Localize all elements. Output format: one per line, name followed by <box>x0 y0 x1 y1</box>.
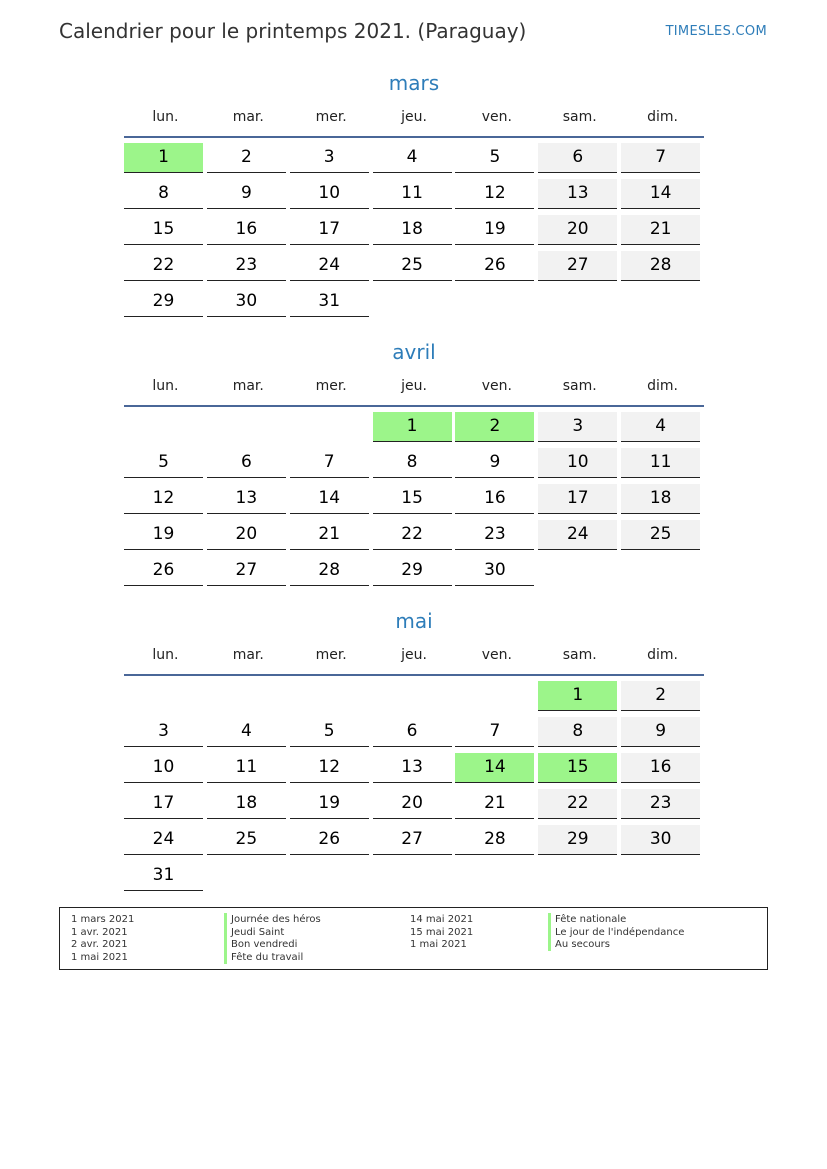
week-row <box>124 681 704 717</box>
weekday-label: mar. <box>232 378 264 394</box>
week-row <box>124 789 704 825</box>
day-cell: 16 <box>455 484 538 520</box>
weekday-label: mar. <box>232 647 264 663</box>
day-cell: 19 <box>290 789 373 825</box>
day-cell: 25 <box>373 251 456 287</box>
week-row <box>124 143 704 179</box>
day-cell: 5 <box>455 143 538 179</box>
week-row <box>124 861 704 897</box>
weekday-label: lun. <box>152 378 179 394</box>
day-cell: 22 <box>538 789 621 825</box>
day-cell: 23 <box>621 789 704 825</box>
day-cell: 28 <box>290 556 373 592</box>
day-cell: 20 <box>207 520 290 556</box>
empty-cell <box>124 681 207 717</box>
empty-cell <box>373 287 456 323</box>
empty-cell <box>373 681 456 717</box>
day-cell: 24 <box>124 825 207 861</box>
weekday-label: mer. <box>315 109 347 125</box>
day-cell: 26 <box>290 825 373 861</box>
day-cell: 27 <box>207 556 290 592</box>
day-cell: 29 <box>373 556 456 592</box>
day-cell: 4 <box>207 717 290 753</box>
week-row <box>124 717 704 753</box>
weekday-label: ven. <box>481 109 512 125</box>
day-cell: 19 <box>455 215 538 251</box>
day-cell: 17 <box>290 215 373 251</box>
holiday-day-cell: 2 <box>455 412 538 448</box>
legend-holiday-name: Jeudi Saint <box>224 926 284 939</box>
weekday-label: dim. <box>647 647 679 663</box>
day-cell: 11 <box>207 753 290 789</box>
day-cell: 12 <box>290 753 373 789</box>
day-cell: 7 <box>621 143 704 179</box>
empty-cell <box>538 287 621 323</box>
week-row <box>124 484 704 520</box>
weekday-label: sam. <box>562 109 597 125</box>
week-row <box>124 448 704 484</box>
day-cell: 27 <box>538 251 621 287</box>
day-cell: 23 <box>455 520 538 556</box>
weekday-label: mar. <box>232 109 264 125</box>
weekday-header <box>124 644 704 676</box>
day-cell: 2 <box>621 681 704 717</box>
week-row <box>124 251 704 287</box>
empty-cell <box>207 412 290 448</box>
day-cell: 10 <box>124 753 207 789</box>
empty-cell <box>124 412 207 448</box>
holiday-day-cell: 1 <box>538 681 621 717</box>
weekday-label: sam. <box>562 378 597 394</box>
day-cell: 31 <box>124 861 207 897</box>
day-cell: 5 <box>290 717 373 753</box>
week-row <box>124 556 704 592</box>
day-cell: 18 <box>621 484 704 520</box>
weekday-label: jeu. <box>401 647 427 663</box>
week-row <box>124 179 704 215</box>
day-cell: 12 <box>124 484 207 520</box>
legend-holiday-name: Bon vendredi <box>224 938 297 951</box>
empty-cell <box>621 287 704 323</box>
day-cell: 13 <box>373 753 456 789</box>
day-cell: 2 <box>207 143 290 179</box>
day-cell: 27 <box>373 825 456 861</box>
weekday-label: ven. <box>481 647 512 663</box>
legend-date: 1 mars 2021 <box>71 914 135 925</box>
holiday-legend <box>59 907 768 970</box>
weekday-header <box>124 375 704 407</box>
day-cell: 12 <box>455 179 538 215</box>
day-cell: 20 <box>373 789 456 825</box>
day-cell: 22 <box>124 251 207 287</box>
day-cell: 10 <box>290 179 373 215</box>
week-row <box>124 753 704 789</box>
day-cell: 19 <box>124 520 207 556</box>
empty-cell <box>455 287 538 323</box>
day-cell: 5 <box>124 448 207 484</box>
month-avril <box>124 337 704 592</box>
day-cell: 13 <box>538 179 621 215</box>
day-cell: 30 <box>621 825 704 861</box>
week-row <box>124 520 704 556</box>
day-cell: 21 <box>455 789 538 825</box>
day-cell: 26 <box>455 251 538 287</box>
day-cell: 4 <box>621 412 704 448</box>
week-row <box>124 412 704 448</box>
legend-date: 15 mai 2021 <box>410 926 474 938</box>
day-cell: 9 <box>207 179 290 215</box>
empty-cell <box>455 681 538 717</box>
day-cell: 16 <box>207 215 290 251</box>
weekday-label: mer. <box>315 647 347 663</box>
empty-cell <box>455 861 538 897</box>
legend-holiday-name: Journée des héros <box>224 913 321 926</box>
weekday-label: dim. <box>647 378 679 394</box>
day-cell: 15 <box>373 484 456 520</box>
day-cell: 30 <box>207 287 290 323</box>
month-mars <box>124 68 704 323</box>
day-cell: 22 <box>373 520 456 556</box>
legend-holiday-name: Le jour de l'indépendance <box>548 926 684 939</box>
day-cell: 6 <box>373 717 456 753</box>
day-cell: 24 <box>538 520 621 556</box>
holiday-day-cell: 14 <box>455 753 538 789</box>
empty-cell <box>538 556 621 592</box>
legend-holiday-name: Fête du travail <box>224 951 303 964</box>
empty-cell <box>290 412 373 448</box>
day-cell: 15 <box>124 215 207 251</box>
day-cell: 25 <box>621 520 704 556</box>
day-cell: 6 <box>538 143 621 179</box>
empty-cell <box>290 861 373 897</box>
day-cell: 4 <box>373 143 456 179</box>
day-cell: 11 <box>373 179 456 215</box>
day-cell: 24 <box>290 251 373 287</box>
day-cell: 8 <box>373 448 456 484</box>
day-cell: 30 <box>455 556 538 592</box>
day-cell: 28 <box>455 825 538 861</box>
day-cell: 17 <box>538 484 621 520</box>
day-cell: 3 <box>124 717 207 753</box>
legend-date: 1 avr. 2021 <box>71 926 128 938</box>
week-row <box>124 215 704 251</box>
legend-holiday-name: Fête nationale <box>548 913 626 926</box>
weekday-header <box>124 106 704 138</box>
day-cell: 26 <box>124 556 207 592</box>
holiday-day-cell: 1 <box>124 143 207 179</box>
day-cell: 14 <box>621 179 704 215</box>
day-cell: 23 <box>207 251 290 287</box>
weekday-label: lun. <box>152 109 179 125</box>
empty-cell <box>207 681 290 717</box>
legend-date: 14 mai 2021 <box>410 914 474 925</box>
weekday-label: jeu. <box>401 378 427 394</box>
day-cell: 7 <box>455 717 538 753</box>
day-cell: 29 <box>538 825 621 861</box>
weekday-label: lun. <box>152 647 179 663</box>
month-name: mai <box>395 609 433 633</box>
day-cell: 16 <box>621 753 704 789</box>
legend-holiday-name: Au secours <box>548 938 610 951</box>
legend-date: 2 avr. 2021 <box>71 939 128 951</box>
day-cell: 11 <box>621 448 704 484</box>
holiday-day-cell: 1 <box>373 412 456 448</box>
week-row <box>124 287 704 323</box>
day-cell: 31 <box>290 287 373 323</box>
weekday-label: dim. <box>647 109 679 125</box>
month-mai <box>124 606 704 897</box>
day-cell: 21 <box>290 520 373 556</box>
month-name: avril <box>392 340 436 364</box>
day-cell: 7 <box>290 448 373 484</box>
week-row <box>124 825 704 861</box>
empty-cell <box>207 861 290 897</box>
day-cell: 18 <box>373 215 456 251</box>
day-cell: 8 <box>124 179 207 215</box>
day-cell: 14 <box>290 484 373 520</box>
empty-cell <box>621 556 704 592</box>
weekday-label: ven. <box>481 378 512 394</box>
day-cell: 17 <box>124 789 207 825</box>
empty-cell <box>373 861 456 897</box>
day-cell: 13 <box>207 484 290 520</box>
day-cell: 29 <box>124 287 207 323</box>
day-cell: 8 <box>538 717 621 753</box>
empty-cell <box>538 861 621 897</box>
day-cell: 9 <box>621 717 704 753</box>
day-cell: 9 <box>455 448 538 484</box>
weekday-label: sam. <box>562 647 597 663</box>
brand-link[interactable]: TIMESLES.COM <box>665 24 767 39</box>
day-cell: 10 <box>538 448 621 484</box>
empty-cell <box>621 861 704 897</box>
page-title: Calendrier pour le printemps 2021. (Paraguay) <box>59 19 527 43</box>
day-cell: 6 <box>207 448 290 484</box>
day-cell: 21 <box>621 215 704 251</box>
empty-cell <box>290 681 373 717</box>
month-name: mars <box>388 71 440 95</box>
legend-date: 1 mai 2021 <box>410 939 467 951</box>
holiday-day-cell: 15 <box>538 753 621 789</box>
day-cell: 20 <box>538 215 621 251</box>
weekday-label: jeu. <box>401 109 427 125</box>
day-cell: 25 <box>207 825 290 861</box>
day-cell: 28 <box>621 251 704 287</box>
day-cell: 3 <box>538 412 621 448</box>
day-cell: 18 <box>207 789 290 825</box>
weekday-label: mer. <box>315 378 347 394</box>
legend-date: 1 mai 2021 <box>71 951 128 963</box>
day-cell: 3 <box>290 143 373 179</box>
